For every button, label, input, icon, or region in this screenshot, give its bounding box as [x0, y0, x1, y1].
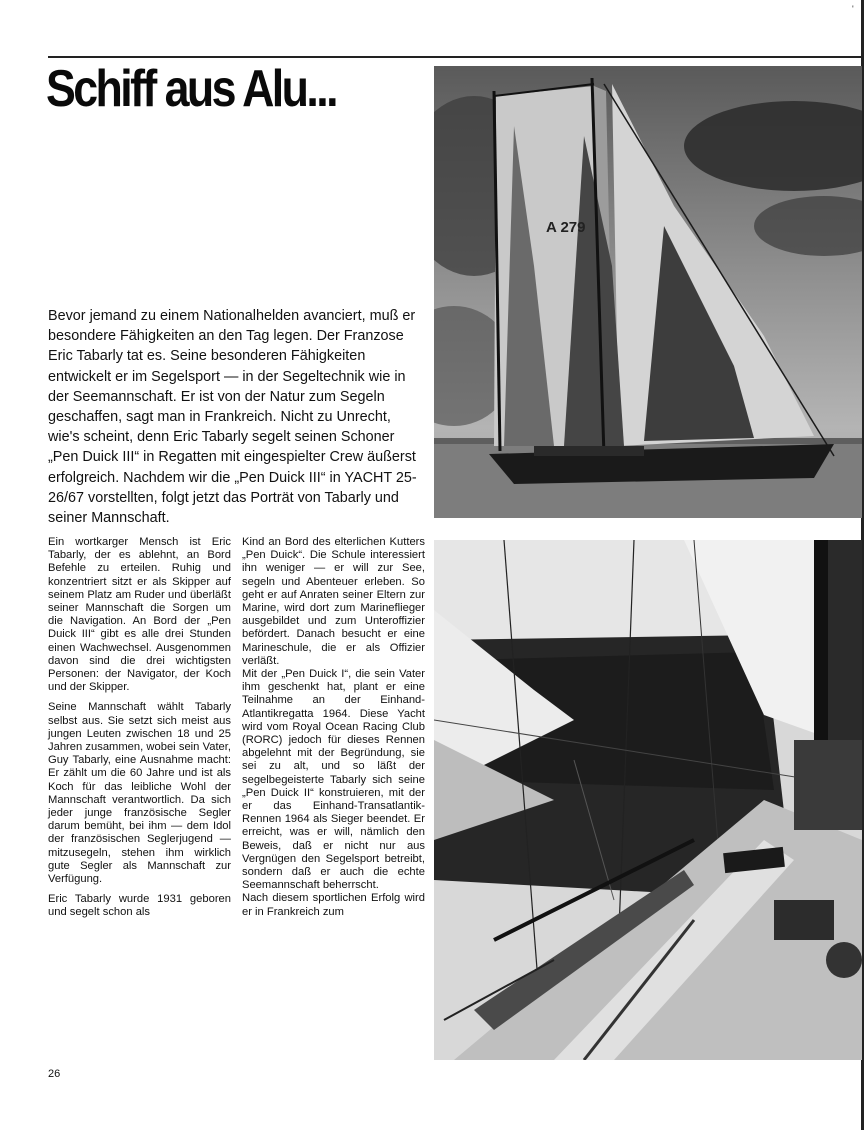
lead-paragraph: Bevor jemand zu einem Nationalhelden avanciert, muß er besondere Fähigkeiten an den Tag legen. Der Franzose Eric Tabarly tat es. Seine besonderen Fähigkeiten entwickelt er im Segelsport — in der Segeltechnik wie in der Seemannschaft. Er ist von der Natur zum Segeln geschaffen, sagt man in Frankreich. Nicht zu Unrecht, wie's scheint, denn Eric Tabarly segelt seinen Schoner „Pen Duick III“ in Regatten mit eingespielter Crew äußerst erfolgreich. Nachdem wir die „Pen Duick III“ in YACHT 25-26/67 vorstellten, folgt jetzt das Porträt von Tabarly und seiner Mannschaft. — [48, 308, 417, 527]
body-column-2 — [242, 536, 425, 919]
body-paragraph: Ein wortkarger Mensch ist Eric Tabarly, der es ablehnt, an Bord Befehle zu erteilen. Ruhig und konzentriert sitzt er als Skipper auf seinem Platz am Ruder und überläßt seiner Mannschaft die Sorgen um die Navigation. An Bord der „Pen Duick III“ gibt es alle drei Stunden einen Wachwechsel. Ausgenommen davon sind die drei wichtigsten Personen: der Navigator, der Koch und der Skipper. — [48, 536, 231, 694]
body-column-1 — [48, 536, 231, 927]
body-paragraph: Mit der „Pen Duick I“, die sein Vater ihm geschenkt hat, plant er eine Teilnahme an der Einhand-Atlantikregatta 1964. Diese Yacht wird vom Royal Ocean Racing Club (RORC) jedoch für dieses Rennen abgelehnt mit der Begründung, sie sei zu alt, und so läßt der segelbegeisterte Tabarly sich seine „Pen Duick II“ konstruieren, mit der er das Einhand-Transatlantik-Rennen 1964 als Sieger beendet. Er erreicht, was er will, nämlich den Beweis, daß er nicht nur aus Vergnügen den Segelsport betreibt, sondern daß er auch die echte Seemannschaft beherrscht. — [242, 668, 425, 892]
schooner-photo — [434, 66, 862, 518]
body-paragraph: Seine Mannschaft wählt Tabarly selbst aus. Sie setzt sich meist aus jungen Leuten zwischen 18 und 25 Jahren zusammen, wobei sein Vater, Guy Tabarly, eine Ausnahme macht: Er zählt um die 60 Jahre und ist als Koch für das leibliche Wohl der Mannschaft verantwortlich. Da sich jeder junge französische Segler darum bemüht, bei ihm — dem Idol der französischen Seglerjugend — mitzusegeln, stehen ihm wirklich gute Segler als Mannschaft zur Verfügung. — [48, 701, 231, 886]
body-paragraph: Nach diesem sportlichen Erfolg wird er in Frankreich zum — [242, 892, 425, 918]
schooner-illustration — [434, 66, 862, 518]
deck-photo — [434, 540, 862, 1060]
page-number: 26 — [48, 1068, 61, 1080]
body-paragraph: Eric Tabarly wurde 1931 geboren und segelt schon als — [48, 893, 231, 919]
corner-mark: ' — [852, 4, 854, 14]
deck-illustration — [434, 540, 862, 1060]
body-paragraph: Kind an Bord des elterlichen Kutters „Pen Duick“. Die Schule interessiert ihn weniger — er will zur See, segeln und Abenteuer erleben. So geht er auf Anraten seiner Eltern zur Marine, wird dort zum Marineflieger ausgebildet und zum Unteroffizier befördert. Danach besucht er eine Marineschule, die er als Offizier verläßt. — [242, 536, 425, 667]
sail-number-text: A 279 — [546, 219, 586, 236]
headline: Schiff aus Alu... — [46, 60, 336, 118]
